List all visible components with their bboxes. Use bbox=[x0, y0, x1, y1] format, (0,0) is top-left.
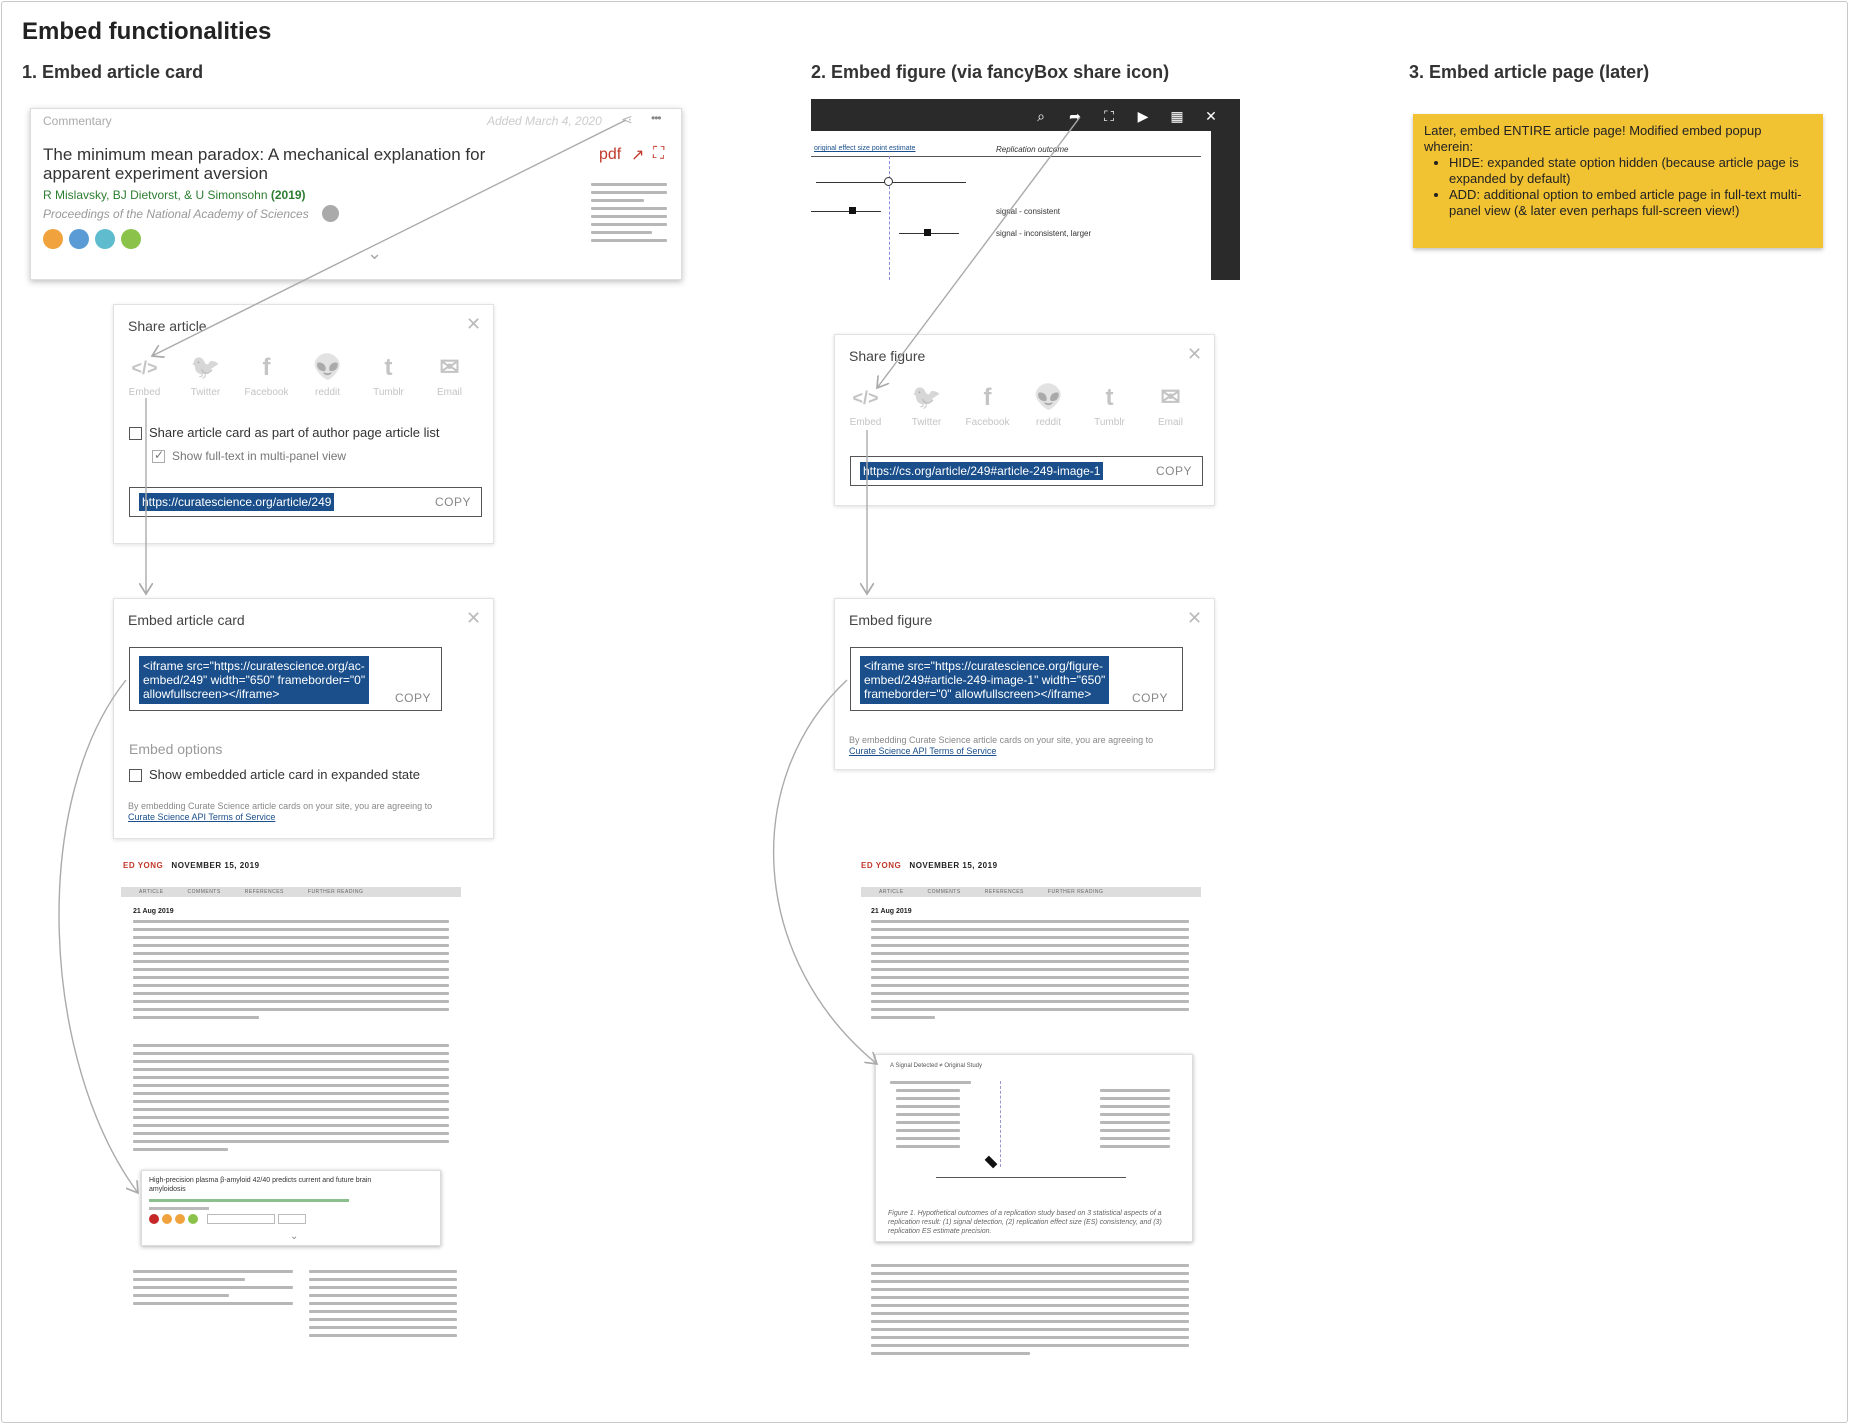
figure-panel-label: A Signal Detected ≠ Original Study bbox=[890, 1063, 983, 1069]
expand-chevron-icon[interactable]: ⌄ bbox=[290, 1231, 299, 1242]
data-badge-icon[interactable] bbox=[69, 229, 89, 249]
share-item-label: Embed bbox=[849, 417, 882, 428]
tab-further-reading[interactable]: FURTHER READING bbox=[1047, 889, 1104, 895]
share-icon[interactable]: ➦ bbox=[1069, 108, 1081, 124]
article-byline bbox=[123, 861, 260, 870]
play-icon[interactable]: ▶ bbox=[1137, 108, 1149, 124]
copy-embed-code-button[interactable]: COPY bbox=[1131, 691, 1168, 705]
preregistration-badge-icon[interactable] bbox=[43, 229, 63, 249]
expanded-state-checkbox[interactable] bbox=[129, 769, 142, 782]
badge-row bbox=[43, 229, 141, 249]
embed-icon: </> bbox=[131, 358, 158, 378]
dialog-title: Embed article card bbox=[128, 612, 245, 628]
article-byline bbox=[861, 861, 998, 870]
terms-note bbox=[849, 735, 1189, 757]
article-dateline: 21 Aug 2019 bbox=[133, 908, 174, 915]
more-menu-icon[interactable]: ••• bbox=[651, 111, 661, 125]
embed-code-field[interactable] bbox=[850, 647, 1183, 711]
embed-figure-dialog bbox=[834, 598, 1215, 770]
article-authors bbox=[43, 188, 306, 202]
share-item-label: reddit bbox=[1035, 417, 1061, 428]
sticky-note bbox=[1413, 114, 1823, 248]
embed-code-text[interactable]: <iframe src="https://curatescience.org/figure- embed/249#article-249-image-1" width="650" frameborder="0" allowfullscreen></iframe> bbox=[860, 656, 1109, 704]
mini-search-field[interactable] bbox=[207, 1214, 275, 1224]
figure-ci-row1 bbox=[811, 211, 881, 212]
tab-comments[interactable]: COMMENTS bbox=[927, 889, 961, 895]
share-item-label: Email bbox=[1157, 417, 1183, 428]
article-author: ED YONG bbox=[123, 861, 164, 870]
share-embed-button[interactable] bbox=[835, 383, 896, 428]
thumbnails-icon[interactable]: ▦ bbox=[1170, 108, 1184, 124]
copy-embed-code-button[interactable]: COPY bbox=[394, 691, 431, 705]
share-options bbox=[835, 383, 1201, 428]
expanded-state-label: Show embedded article card in expanded state bbox=[149, 767, 421, 782]
mini-card-journal bbox=[149, 1207, 209, 1210]
share-item-label: Email bbox=[436, 387, 462, 398]
share-twitter-button[interactable] bbox=[896, 383, 957, 428]
share-author-list-label: Share article card as part of author page article list bbox=[149, 425, 440, 440]
mini-card-badges bbox=[149, 1214, 306, 1224]
close-icon[interactable]: ✕ bbox=[1205, 108, 1217, 124]
open-access-icon bbox=[322, 205, 339, 222]
figure-forest-plot bbox=[890, 1081, 1180, 1171]
tab-references[interactable]: REFERENCES bbox=[244, 889, 284, 895]
figure-caption: Figure 1. Hypothetical outcomes of a replication study based on 3 statistical aspects of a replication result: (1) signal detection, (2) replication effect size (ES) consistency, and (3) replication ES estimate precision. bbox=[888, 1210, 1162, 1235]
multi-panel-option[interactable] bbox=[152, 449, 346, 463]
twitter-icon: 🐦 bbox=[911, 384, 942, 411]
dialog-title: Share figure bbox=[849, 348, 926, 364]
share-item-label: Facebook bbox=[965, 417, 1010, 428]
fancybox-toolbar bbox=[1029, 108, 1223, 125]
close-icon[interactable]: ✕ bbox=[1187, 344, 1203, 364]
article-year: (2019) bbox=[270, 188, 306, 202]
share-twitter-button[interactable] bbox=[175, 353, 236, 398]
badge-icon bbox=[188, 1214, 198, 1224]
article-date: NOVEMBER 15, 2019 bbox=[171, 861, 260, 870]
article-paragraph-1 bbox=[871, 920, 1189, 1024]
email-icon: ✉ bbox=[1160, 384, 1181, 411]
article-paragraph-2 bbox=[133, 1044, 449, 1156]
share-figure-dialog bbox=[834, 334, 1215, 506]
share-author-list-checkbox[interactable] bbox=[129, 427, 142, 440]
figure-url-field[interactable] bbox=[850, 456, 1203, 486]
share-author-list-option[interactable] bbox=[129, 425, 439, 440]
added-date: Added March 4, 2020 bbox=[487, 114, 602, 128]
fancybox-figure bbox=[811, 131, 1211, 280]
facebook-icon: f bbox=[983, 384, 992, 411]
figure-axis bbox=[936, 1177, 1126, 1178]
close-icon[interactable]: ✕ bbox=[1187, 608, 1203, 628]
fullscreen-icon[interactable]: ⛶ bbox=[653, 145, 665, 162]
sticky-note-bullet-hide: • HIDE: expanded state option hidden (because article page is expanded by default) bbox=[1449, 155, 1812, 187]
badge-icon bbox=[175, 1214, 185, 1224]
terms-note bbox=[128, 801, 468, 823]
article-card[interactable] bbox=[30, 108, 682, 280]
figure-point-row1 bbox=[849, 207, 856, 214]
section-heading-embed-article-card: 1. Embed article card bbox=[22, 62, 204, 82]
copy-url-button[interactable]: COPY bbox=[1155, 464, 1192, 478]
article-date: NOVEMBER 15, 2019 bbox=[909, 861, 998, 870]
tab-article[interactable]: ARTICLE bbox=[879, 889, 904, 895]
tab-references[interactable]: REFERENCES bbox=[984, 889, 1024, 895]
tumblr-icon: t bbox=[1105, 384, 1114, 411]
pdf-thumbnail[interactable] bbox=[591, 179, 667, 251]
reddit-icon: 👽 bbox=[1033, 384, 1064, 411]
figure-label-left: original effect size point estimate bbox=[814, 145, 916, 152]
share-item-label: Twitter bbox=[190, 387, 221, 398]
close-icon[interactable]: ✕ bbox=[466, 314, 482, 334]
materials-badge-icon[interactable] bbox=[121, 229, 141, 249]
sticky-note-intro: Later, embed ENTIRE article page! Modified embed popup wherein: bbox=[1424, 123, 1762, 154]
tumblr-icon: t bbox=[384, 354, 393, 381]
terms-link[interactable]: Curate Science API Terms of Service bbox=[128, 812, 276, 822]
authors-text: R Mislavsky, BJ Dietvorst, & U Simonsohn bbox=[43, 188, 268, 202]
tab-article[interactable]: ARTICLE bbox=[139, 889, 164, 895]
embed-code-text[interactable]: <iframe src="https://curatescience.org/ac- embed/249" width="650" frameborder="0" allowfullscreen></iframe> bbox=[139, 656, 369, 704]
fancybox-viewer bbox=[811, 99, 1240, 280]
share-item-label: Tumblr bbox=[373, 387, 404, 398]
sticky-note-bullet-add: • ADD: additional option to embed article page in full-text multi-panel view (& later even perhaps full-screen view!) bbox=[1449, 187, 1812, 219]
badge-icon bbox=[149, 1214, 159, 1224]
tab-comments[interactable]: COMMENTS bbox=[187, 889, 221, 895]
section-heading-embed-article-page: 3. Embed article page (later) bbox=[1409, 62, 1650, 82]
article-author: ED YONG bbox=[861, 861, 902, 870]
article-dateline: 21 Aug 2019 bbox=[871, 908, 912, 915]
terms-note-text: By embedding Curate Science article cards on your site, you are agreeing to bbox=[849, 735, 1154, 745]
share-article-dialog bbox=[113, 304, 494, 544]
figure-header-rule bbox=[811, 156, 1201, 157]
embedded-article-preview-1 bbox=[121, 858, 463, 1348]
share-item-label: Facebook bbox=[244, 387, 289, 398]
external-link-icon[interactable]: ↗ bbox=[631, 147, 645, 164]
article-type-label: Commentary bbox=[43, 114, 112, 128]
mini-card-title[interactable]: High-precision plasma β-amyloid 42/40 predicts current and future brain amyloidosis bbox=[149, 1177, 372, 1193]
page-title: Embed functionalities bbox=[22, 18, 272, 45]
share-tumblr-button[interactable] bbox=[1079, 383, 1140, 428]
badge-icon bbox=[162, 1214, 172, 1224]
embedded-mini-article-card[interactable] bbox=[141, 1170, 441, 1246]
fullscreen-icon[interactable]: ⛶ bbox=[1104, 108, 1114, 124]
share-facebook-button[interactable] bbox=[957, 383, 1018, 428]
share-email-button[interactable] bbox=[419, 353, 480, 398]
terms-note-text: By embedding Curate Science article cards on your site, you are agreeing to bbox=[128, 801, 433, 811]
article-url-text[interactable]: https://curatescience.org/article/249 bbox=[139, 493, 334, 511]
close-icon[interactable]: ✕ bbox=[466, 608, 482, 628]
figure-row2-label: signal - inconsistent, larger bbox=[996, 229, 1092, 238]
embed-icon: </> bbox=[852, 388, 879, 408]
embedded-figure-card[interactable] bbox=[875, 1054, 1193, 1242]
email-icon: ✉ bbox=[439, 354, 460, 381]
article-tabs bbox=[121, 887, 461, 897]
embed-options-heading: Embed options bbox=[129, 741, 223, 757]
figure-url-text[interactable]: https://cs.org/article/249#article-249-image-1 bbox=[860, 462, 1103, 480]
share-reddit-button[interactable] bbox=[297, 353, 358, 398]
code-badge-icon[interactable] bbox=[95, 229, 115, 249]
article-paragraph-2 bbox=[871, 1264, 1189, 1360]
multi-panel-label: Show full-text in multi-panel view bbox=[172, 449, 347, 463]
figure-reference-line bbox=[889, 156, 890, 280]
share-item-label: Embed bbox=[128, 387, 161, 398]
share-item-label: Tumblr bbox=[1094, 417, 1125, 428]
share-email-button[interactable] bbox=[1140, 383, 1201, 428]
tab-further-reading[interactable]: FURTHER READING bbox=[307, 889, 364, 895]
embed-code-field[interactable] bbox=[129, 647, 442, 711]
reddit-icon: 👽 bbox=[312, 354, 343, 381]
dialog-title: Share article bbox=[128, 318, 207, 334]
section-heading-embed-figure: 2. Embed figure (via fancyBox share icon) bbox=[811, 62, 1170, 82]
embed-article-card-dialog bbox=[113, 598, 494, 839]
share-reddit-button[interactable] bbox=[1018, 383, 1079, 428]
share-item-label: Twitter bbox=[911, 417, 942, 428]
dialog-title: Embed figure bbox=[849, 612, 933, 628]
journal-name: Proceedings of the National Academy of Sciences bbox=[43, 207, 309, 221]
figure-point-original bbox=[884, 177, 893, 186]
expanded-state-option[interactable] bbox=[129, 767, 420, 782]
share-options bbox=[114, 353, 480, 398]
article-sidebar-bullets bbox=[133, 1270, 293, 1310]
share-item-label: reddit bbox=[314, 387, 340, 398]
figure-row1-label: signal - consistent bbox=[996, 207, 1061, 216]
mini-search-button[interactable] bbox=[278, 1214, 306, 1224]
share-tumblr-button[interactable] bbox=[358, 353, 419, 398]
twitter-icon: 🐦 bbox=[190, 354, 221, 381]
article-url-field[interactable] bbox=[129, 487, 482, 517]
copy-url-button[interactable]: COPY bbox=[434, 495, 471, 509]
article-paragraph-3 bbox=[309, 1270, 457, 1342]
article-title[interactable]: The minimum mean paradox: A mechanical explanation for apparent experiment aversion bbox=[43, 145, 486, 183]
embedded-article-preview-2 bbox=[859, 858, 1203, 1368]
multi-panel-checkbox[interactable] bbox=[152, 450, 165, 463]
article-tabs bbox=[861, 887, 1201, 897]
figure-label-right: Replication outcome bbox=[996, 145, 1069, 154]
share-embed-button[interactable] bbox=[114, 353, 175, 398]
expand-chevron-icon[interactable]: ⌄ bbox=[367, 243, 383, 263]
zoom-icon[interactable]: ⌕ bbox=[1037, 108, 1045, 124]
share-facebook-button[interactable] bbox=[236, 353, 297, 398]
article-paragraph-1 bbox=[133, 920, 449, 1024]
share-icon[interactable]: ⋖ bbox=[621, 111, 633, 127]
pdf-link[interactable]: pdf bbox=[599, 146, 622, 163]
mini-card-authors bbox=[149, 1199, 349, 1202]
terms-link[interactable]: Curate Science API Terms of Service bbox=[849, 746, 997, 756]
facebook-icon: f bbox=[262, 354, 271, 381]
figure-point-row2 bbox=[924, 229, 931, 236]
